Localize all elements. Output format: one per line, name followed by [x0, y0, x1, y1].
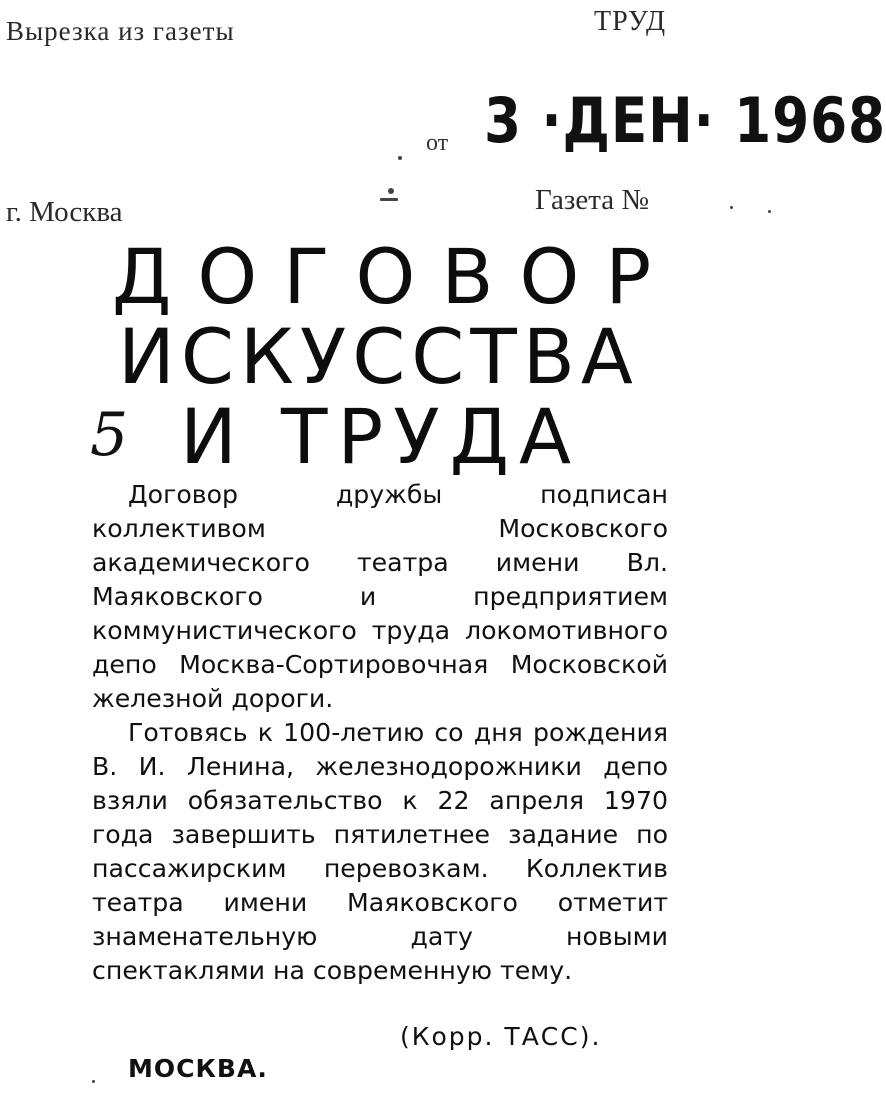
scan-speck — [92, 1080, 95, 1083]
clipping-label: Вырезка из газеты — [6, 16, 235, 46]
handwritten-mark: 5 — [90, 400, 129, 470]
date-prefix: от — [426, 130, 449, 156]
scan-speck — [398, 156, 402, 160]
scan-speck — [768, 210, 771, 213]
gazeta-number-label: Газета № — [535, 184, 650, 216]
headline-line-1: ДОГОВОР — [112, 232, 678, 321]
headline-line-2: ИСКУССТВА — [118, 312, 639, 401]
article-dateline: МОСКВА. — [128, 1054, 268, 1083]
scan-speck — [380, 198, 398, 201]
scan-speck — [730, 206, 733, 209]
date-stamp: 3 ·ДЕН· 1968 — [484, 84, 886, 157]
city-label: г. Москва — [6, 196, 123, 228]
article-body — [92, 478, 668, 988]
scan-speck — [388, 188, 394, 194]
article-credit: (Корр. ТАСС). — [400, 1022, 602, 1051]
article-paragraph-2: Готовясь к 100-летию со дня рождения В. И. Ленина, железнодорожники депо взяли обязательство к 22 апреля 1970 года завершить пятилетнее задание по пассажирским перевозкам. Коллектив театра имени Маяковского отметит знаменательную дату новыми спектаклями на современную тему. — [92, 718, 668, 985]
newspaper-name: ТРУД — [594, 6, 667, 37]
headline-line-3: И ТРУДА — [180, 392, 581, 481]
article-paragraph-1: Договор дружбы подписан коллективом Московского академического театра имени Вл. Маяковского и предприятием коммунистического труда локомотивного депо Москва-Сортировочная Московской железной дороги. — [92, 480, 668, 713]
